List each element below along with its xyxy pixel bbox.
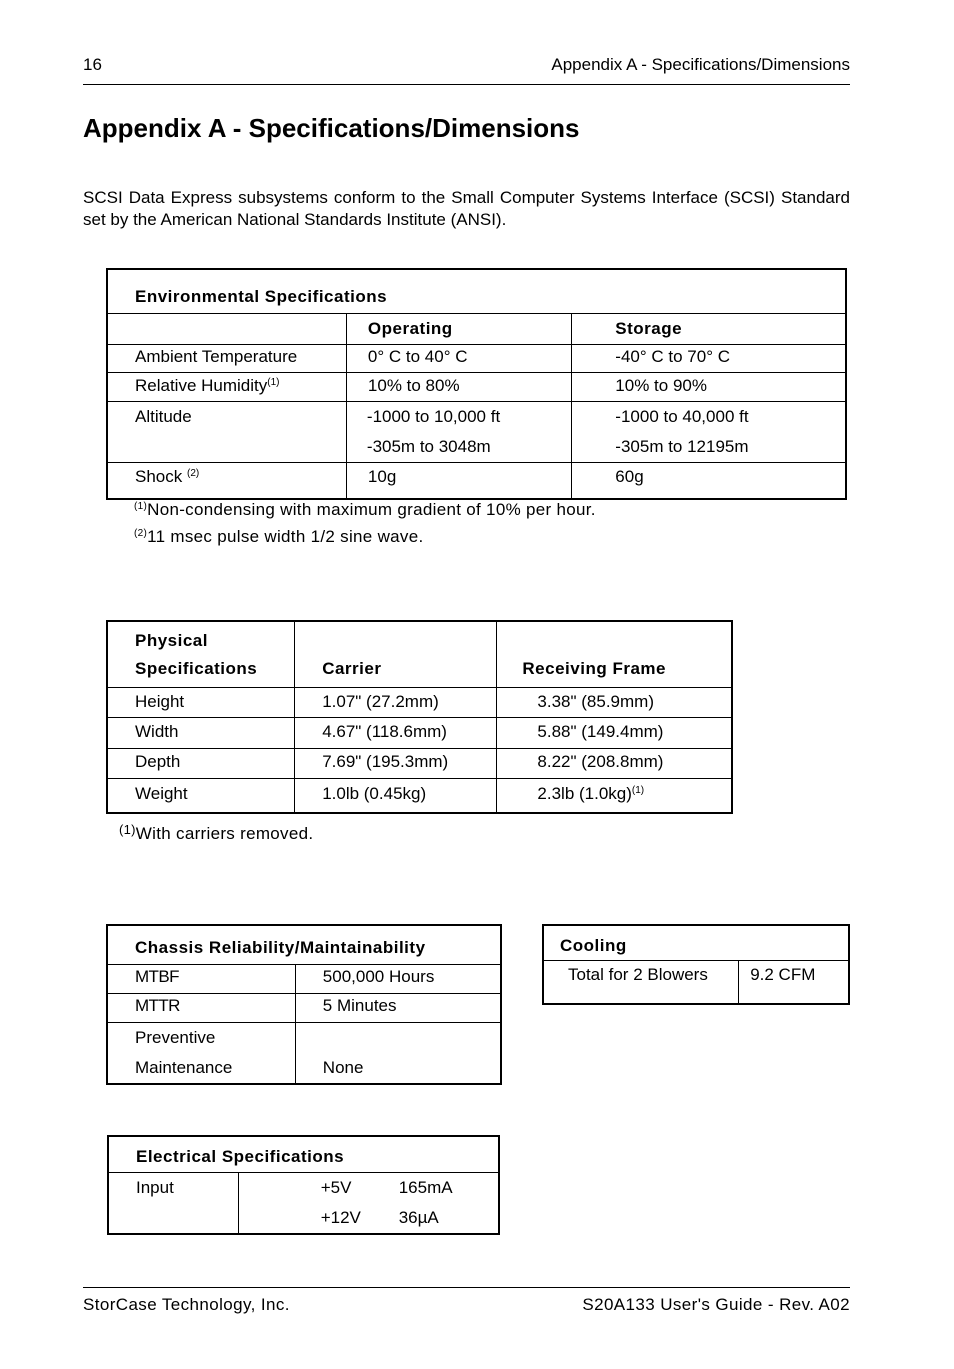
input-label: Input [108, 1172, 238, 1234]
col-receiving-frame: Receiving Frame [497, 621, 732, 687]
mtbf-label: MTBF [107, 964, 295, 993]
weight-label: Weight [107, 778, 295, 813]
row-ambient-temperature [107, 344, 846, 372]
ambient-operating: 0° C to 40° C [346, 344, 571, 372]
row-preventive-maintenance [107, 1022, 501, 1084]
electrical-title-cell [108, 1136, 499, 1172]
running-title: Appendix A - Specifications/Dimensions [551, 55, 850, 74]
depth-carrier: 7.69" (195.3mm) [295, 748, 497, 778]
humidity-label: Relative Humidity$^{(1)}$ [107, 372, 346, 401]
row-width [107, 717, 732, 748]
intro-paragraph: SCSI Data Express subsystems conform to the Small Computer Systems Interface (SCSI) Standard set by the American National Standards Institute (ANSI). [83, 188, 850, 229]
row-height [107, 687, 732, 717]
row-altitude [107, 401, 846, 462]
chassis-title: Chassis Reliability/Maintainability [135, 937, 426, 957]
row-shock [107, 462, 846, 499]
row-input [108, 1172, 499, 1234]
pm-value: None [295, 1022, 501, 1084]
row-depth [107, 748, 732, 778]
altitude-operating: -1000 to 10,000 ft -305m to 3048m [346, 401, 571, 462]
electrical-table [107, 1135, 500, 1235]
height-frame: 3.38" (85.9mm) [497, 687, 732, 717]
row-cooling [543, 960, 849, 1004]
row-mttr [107, 993, 501, 1022]
input-values [238, 1172, 499, 1234]
cooling-label: Total for 2 Blowers [543, 960, 739, 1004]
environmental-title: Environmental Specifications [135, 286, 388, 306]
width-label: Width [107, 717, 295, 748]
footer-rule [83, 1287, 850, 1288]
environmental-title-cell [107, 269, 846, 313]
chassis-table [106, 924, 502, 1085]
environmental-table [106, 268, 847, 500]
mttr-value: 5 Minutes [295, 993, 501, 1022]
height-label: Height [107, 687, 295, 717]
row-mtbf [107, 964, 501, 993]
width-carrier: 4.67" (118.6mm) [295, 717, 497, 748]
ambient-label: Ambient Temperature [107, 344, 346, 372]
cooling-title: Cooling [560, 935, 627, 955]
depth-frame: 8.22" (208.8mm) [497, 748, 732, 778]
col-storage: Storage [572, 313, 846, 344]
humidity-operating: 10% to 80% [346, 372, 571, 401]
ambient-storage: -40° C to 70° C [572, 344, 846, 372]
depth-label: Depth [107, 748, 295, 778]
shock-storage: 60g [572, 462, 846, 499]
voltage-12v: +12V [320, 1207, 361, 1227]
row-weight [107, 778, 732, 813]
shock-label: Shock $^{(2)}$ [107, 462, 346, 499]
height-carrier: 1.07" (27.2mm) [295, 687, 497, 717]
footer-company: StorCase Technology, Inc. [83, 1295, 290, 1314]
environmental-note-2: $^{(2)}$11 msec pulse width 1/2 sine wave. [134, 527, 424, 546]
row-relative-humidity [107, 372, 846, 401]
current-12v: 36µA [398, 1207, 439, 1227]
environmental-note-1: $^{(1)}$Non-condensing with maximum gradient of 10% per hour. [134, 500, 596, 519]
electrical-title: Electrical Specifications [136, 1146, 345, 1166]
current-5v: 165mA [398, 1177, 453, 1197]
col-carrier: Carrier [295, 621, 497, 687]
page-number: 16 [83, 55, 102, 74]
chassis-title-cell [107, 925, 501, 964]
physical-table [106, 620, 733, 814]
pm-label: Preventive Maintenance [107, 1022, 295, 1084]
page-title: Appendix A - Specifications/Dimensions [83, 113, 580, 143]
weight-frame: 2.3lb (1.0kg)$^{(1)}$ [497, 778, 732, 813]
mttr-label: MTTR [107, 993, 295, 1022]
header-rule [83, 84, 850, 85]
cooling-title-cell [543, 925, 849, 960]
footer-doc-id: S20A133 User's Guide - Rev. A02 [582, 1295, 850, 1314]
physical-title-cell: Physical Specifications [107, 621, 295, 687]
width-frame: 5.88" (149.4mm) [497, 717, 732, 748]
cooling-table [542, 924, 850, 1005]
altitude-label: Altitude [107, 401, 346, 462]
altitude-storage: -1000 to 40,000 ft -305m to 12195m [572, 401, 846, 462]
cooling-value: 9.2 CFM [739, 960, 849, 1004]
col-operating: Operating [346, 313, 571, 344]
humidity-storage: 10% to 90% [572, 372, 846, 401]
physical-note: $^{(1)}$With carriers removed. [119, 822, 314, 843]
shock-operating: 10g [346, 462, 571, 499]
voltage-5v: +5V [320, 1177, 352, 1197]
mtbf-value: 500,000 Hours [295, 964, 501, 993]
environmental-corner-cell [107, 313, 346, 344]
weight-carrier: 1.0lb (0.45kg) [295, 778, 497, 813]
